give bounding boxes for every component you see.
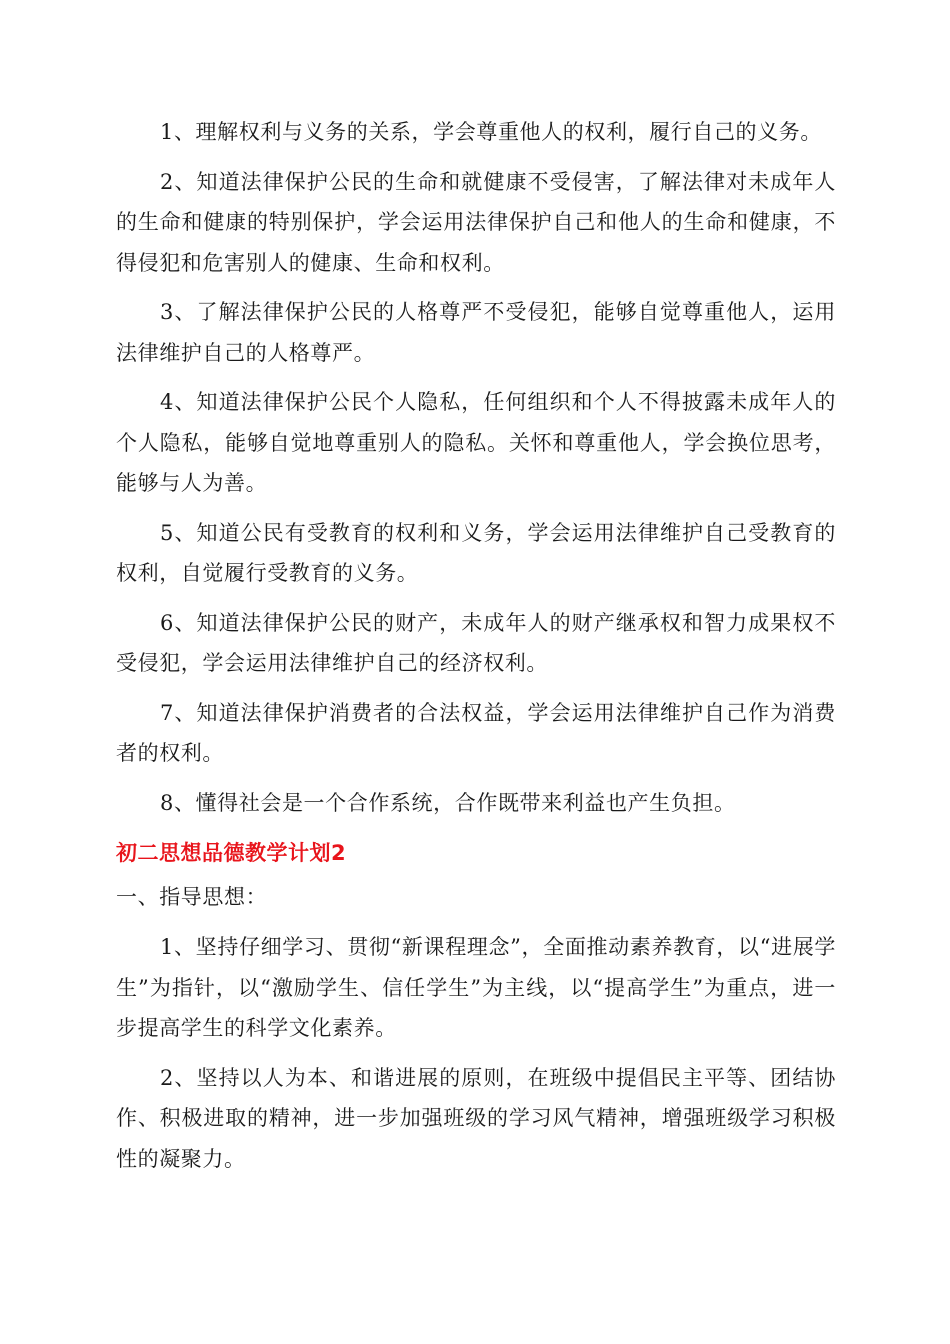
section-subtitle: 一、指导思想： bbox=[116, 885, 268, 909]
guideline-item-1: 1、坚持仔细学习、贯彻“新课程理念”，全面推动素养教育，以“进展学生”为指针，以“激励学生、信任学生”为主线，以“提高学生”为重点，进一步提高学生的科学文化素养。 bbox=[116, 935, 836, 1040]
objective-item-2: 2、知道法律保护公民的生命和就健康不受侵害，了解法律对未成年人的生命和健康的特别保护，学会运用法律保护自己和他人的生命和健康，不得侵犯和危害别人的健康、生命和权利。 bbox=[116, 169, 836, 275]
objective-item-8: 8、懂得社会是一个合作系统，合作既带来利益也产生负担。 bbox=[160, 790, 736, 815]
guideline-item-2: 2、坚持以人为本、和谐进展的原则，在班级中提倡民主平等、团结协作、积极进取的精神，进一步加强班级的学习风气精神，增强班级学习积极性的凝聚力。 bbox=[116, 1065, 836, 1171]
objective-item-6: 6、知道法律保护公民的财产，未成年人的财产继承权和智力成果权不受侵犯，学会运用法律维护自己的经济权利。 bbox=[116, 610, 836, 675]
objective-item-7: 7、知道法律保护消费者的合法权益，学会运用法律维护自己作为消费者的权利。 bbox=[116, 700, 836, 765]
objective-item-5: 5、知道公民有受教育的权利和义务，学会运用法律维护自己受教育的权利，自觉履行受教育的义务。 bbox=[116, 520, 836, 585]
section-title: 初二思想品德教学计划2 bbox=[116, 841, 347, 865]
objective-item-1: 1、理解权利与义务的关系，学会尊重他人的权利，履行自己的义务。 bbox=[160, 120, 822, 144]
objective-item-3: 3、了解法律保护公民的人格尊严不受侵犯，能够自觉尊重他人，运用法律维护自己的人格尊严。 bbox=[116, 300, 836, 365]
document-page bbox=[116, 112, 836, 1179]
objective-item-4: 4、知道法律保护公民个人隐私，任何组织和个人不得披露未成年人的个人隐私，能够自觉地尊重别人的隐私。关怀和尊重他人，学会换位思考，能够与人为善。 bbox=[116, 390, 836, 495]
